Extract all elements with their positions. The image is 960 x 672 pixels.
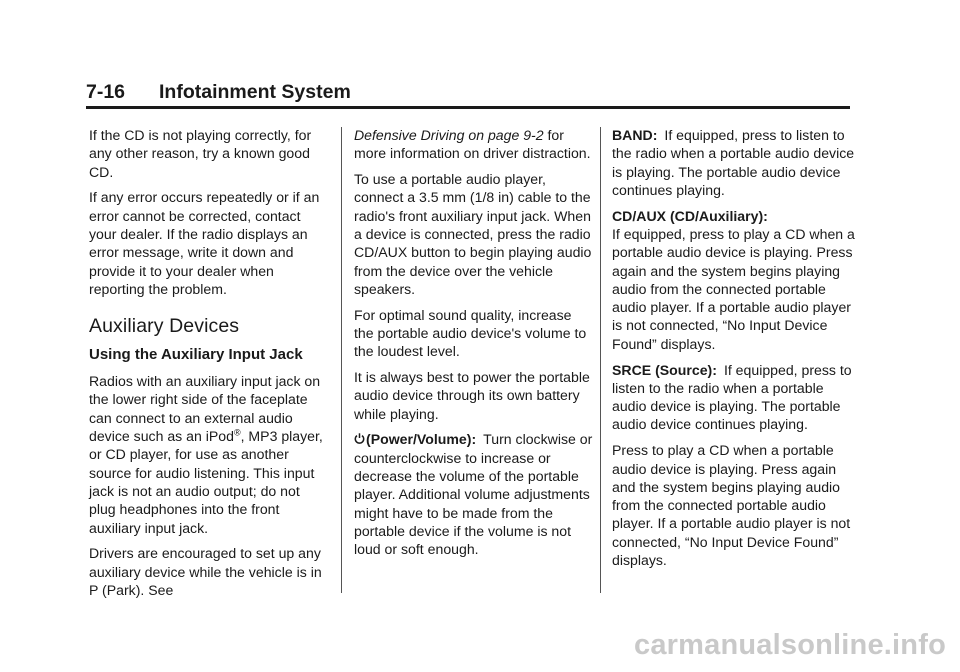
registered-mark: ® <box>233 427 241 438</box>
paragraph-text: Radios with an auxiliary input jack on the lower right side of the faceplate can connect to an external audio device such as an iPod <box>89 373 321 445</box>
column-2 <box>354 126 594 566</box>
page-number: 7-16 <box>86 81 126 103</box>
cross-reference-link[interactable]: Defensive Driving on page 9-2 <box>354 127 544 143</box>
page-title: Infotainment System <box>159 81 351 103</box>
paragraph-text: Turn clockwise or counterclockwise to increase or decrease the volume of the portable player. Additional volume adjustments might have to be made from the portable device if the volume is not loud or soft enough. <box>354 431 593 558</box>
section-heading: Auxiliary Devices <box>89 315 240 338</box>
control-label: SRCE (Source): <box>612 361 717 378</box>
paragraph <box>612 126 860 199</box>
paragraph <box>612 207 860 353</box>
paragraph: Drivers are encouraged to set up any auxiliary device while the vehicle is in P (Park). See <box>89 545 322 598</box>
column-divider <box>600 127 601 593</box>
subsection-heading: Using the Auxiliary Input Jack <box>89 346 303 364</box>
paragraph-text: If equipped, press to play a CD when a portable audio device is playing. Press again and the system begins playing audio from the connected portable audio player. If a portable audio player is not connected, “No Input Device Found” displays. <box>612 225 855 352</box>
control-label: (Power/Volume): <box>366 431 477 448</box>
paragraph-text: for more information on driver distraction. <box>354 127 591 162</box>
paragraph-text: If equipped, press to listen to the radio when a portable audio device is playing. The portable audio device continues playing. <box>612 361 852 433</box>
column-3 <box>612 126 860 577</box>
watermark: carmanualsonline.info <box>634 629 946 661</box>
paragraph <box>89 372 329 537</box>
paragraph-text: If equipped, press to listen to the radio when a portable audio device is playing. The portable audio device continues playing. <box>612 127 855 198</box>
paragraph: If the CD is not playing correctly, for any other reason, try a known good CD. <box>89 127 312 180</box>
column-1 <box>89 126 329 607</box>
paragraph <box>354 430 594 558</box>
paragraph: Press to play a CD when a portable audio device is playing. Press again and the system begins playing audio from the connected portable audio player. If a portable audio player is not connected, “No Input Device Found” displays. <box>612 442 851 569</box>
paragraph: For optimal sound quality, increase the portable audio device's volume to the loudest level. <box>354 306 587 360</box>
paragraph: It is always best to power the portable audio device through its own battery while playing. <box>354 369 590 422</box>
control-label: CD/AUX (CD/Auxiliary): <box>612 207 768 224</box>
paragraph: If any error occurs repeatedly or if an error cannot be corrected, contact your dealer. If the radio displays an error message, write it down and provide it to your dealer when reporting the problem. <box>89 189 320 297</box>
power-icon <box>354 433 365 445</box>
control-label: BAND: <box>612 127 658 143</box>
page-header <box>86 80 850 109</box>
column-divider <box>341 127 342 593</box>
paragraph <box>354 126 594 163</box>
paragraph <box>612 361 860 434</box>
paragraph-text: , MP3 player, or CD player, for use as another source for audio listening. This input jack is not an audio output; do not plug headphones into the front auxiliary input jack. <box>89 428 323 536</box>
paragraph: To use a portable audio player, connect a 3.5 mm (1/8 in) cable to the radio's front auxiliary input jack. When a device is connected, press the radio CD/AUX button to begin playing audio from the device over the vehicle speakers. <box>354 171 592 297</box>
